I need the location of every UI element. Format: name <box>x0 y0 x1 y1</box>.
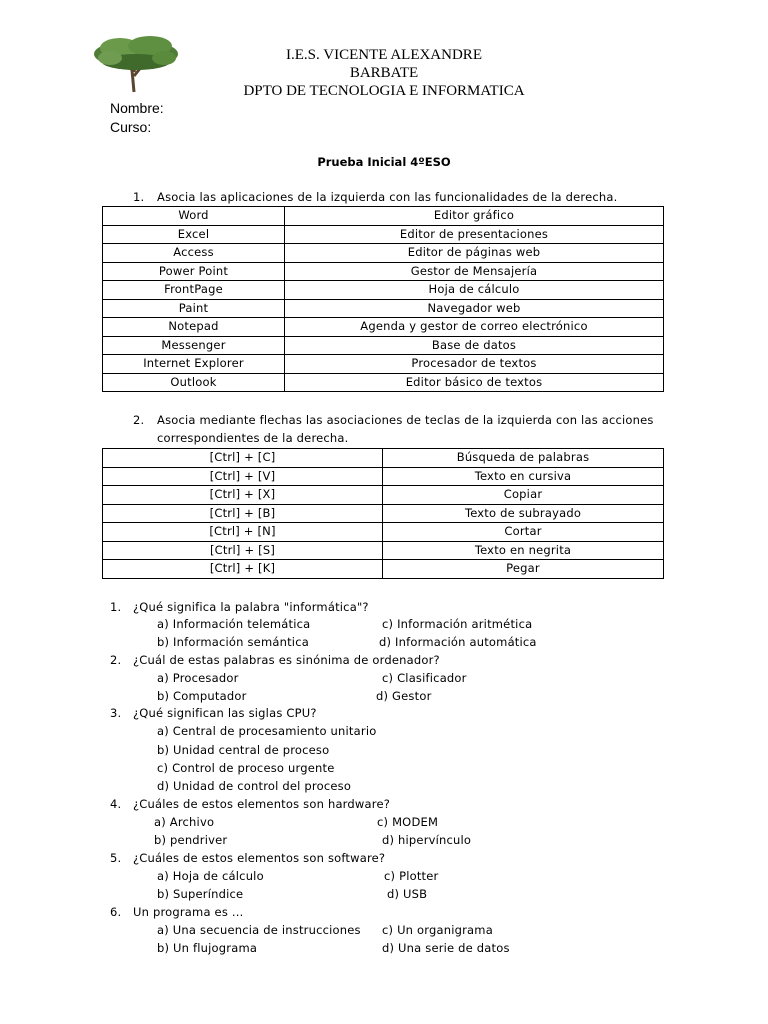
question-number: 5. <box>110 851 122 865</box>
table-row <box>103 467 664 486</box>
exercise2-number: 2. <box>133 413 145 427</box>
table-row <box>103 355 664 374</box>
table-row <box>103 262 664 281</box>
course-label: Curso: <box>110 119 152 135</box>
table-row <box>103 336 664 355</box>
shortcut-key: [Ctrl] + [C] <box>103 449 383 468</box>
table-row <box>103 486 664 505</box>
question-number: 6. <box>110 905 122 919</box>
table-row <box>103 281 664 300</box>
app-function: Editor de páginas web <box>285 244 664 263</box>
answer-option: a) Una secuencia de instrucciones <box>157 923 361 937</box>
school-name: I.E.S. VICENTE ALEXANDRE <box>286 47 482 63</box>
answer-option: d) Gestor <box>376 689 432 703</box>
applications-table <box>102 206 664 392</box>
shortcut-action: Búsqueda de palabras <box>383 449 664 468</box>
answer-option: c) Un organigrama <box>382 923 493 937</box>
answer-option: d) Información automática <box>379 635 537 649</box>
table-row <box>103 207 664 226</box>
exercise2-instruction-line1: Asocia mediante flechas las asociaciones de teclas de la izquierda con las acciones <box>157 413 654 427</box>
app-function: Procesador de textos <box>285 355 664 374</box>
question-text: Un programa es ... <box>133 905 244 919</box>
question-text: ¿Cuáles de estos elementos son hardware? <box>133 797 391 811</box>
app-name: Excel <box>103 225 285 244</box>
shortcut-key: [Ctrl] + [N] <box>103 523 383 542</box>
answer-option: b) Computador <box>157 689 247 703</box>
school-header <box>200 46 568 100</box>
answer-option: b) Un flujograma <box>157 941 258 955</box>
app-function: Agenda y gestor de correo electrónico <box>285 318 664 337</box>
shortcut-action: Texto de subrayado <box>383 504 664 523</box>
app-name: Word <box>103 207 285 226</box>
department-name: DPTO DE TECNOLOGIA E INFORMATICA <box>243 83 525 99</box>
app-name: Internet Explorer <box>103 355 285 374</box>
answer-option: b) Superíndice <box>157 887 244 901</box>
answer-option: d) Una serie de datos <box>382 941 510 955</box>
answer-option: c) Información aritmética <box>382 617 533 631</box>
school-logo-tree <box>90 32 182 94</box>
shortcut-action: Cortar <box>383 523 664 542</box>
table-row <box>103 318 664 337</box>
question-number: 2. <box>110 653 122 667</box>
question-text: ¿Qué significan las siglas CPU? <box>133 706 317 720</box>
shortcut-action: Pegar <box>383 560 664 579</box>
table-row <box>103 244 664 263</box>
app-name: Power Point <box>103 262 285 281</box>
table-row <box>103 225 664 244</box>
answer-option: a) Procesador <box>157 671 239 685</box>
app-name: Messenger <box>103 336 285 355</box>
question-number: 3. <box>110 706 122 720</box>
answer-option: a) Hoja de cálculo <box>157 869 264 883</box>
answer-option: a) Información telemática <box>157 617 311 631</box>
answer-option: b) Unidad central de proceso <box>157 743 330 757</box>
shortcut-action: Copiar <box>383 486 664 505</box>
app-name: FrontPage <box>103 281 285 300</box>
table-row <box>103 373 664 392</box>
table-row <box>103 504 664 523</box>
answer-option: b) pendriver <box>154 833 228 847</box>
answer-option: c) Plotter <box>384 869 439 883</box>
table-row <box>103 449 664 468</box>
question-text: ¿Cuáles de estos elementos son software? <box>133 851 386 865</box>
answer-option: c) MODEM <box>377 815 439 829</box>
app-name: Access <box>103 244 285 263</box>
exercise1-number: 1. <box>133 190 145 204</box>
tree-icon <box>90 32 182 94</box>
answer-option: c) Control de proceso urgente <box>157 761 335 775</box>
question-number: 1. <box>110 600 122 614</box>
shortcut-action: Texto en negrita <box>383 541 664 560</box>
table-row <box>103 299 664 318</box>
app-function: Gestor de Mensajería <box>285 262 664 281</box>
school-town: BARBATE <box>349 65 419 81</box>
answer-option: b) Información semántica <box>157 635 309 649</box>
question-text: ¿Cuál de estas palabras es sinónima de ordenador? <box>133 653 440 667</box>
table-row <box>103 560 664 579</box>
app-function: Editor de presentaciones <box>285 225 664 244</box>
table-row <box>103 541 664 560</box>
app-name: Notepad <box>103 318 285 337</box>
app-name: Paint <box>103 299 285 318</box>
shortcuts-table <box>102 448 664 579</box>
answer-option: d) hipervínculo <box>382 833 472 847</box>
shortcut-key: [Ctrl] + [B] <box>103 504 383 523</box>
answer-option: c) Clasificador <box>382 671 467 685</box>
shortcut-action: Texto en cursiva <box>383 467 664 486</box>
app-function: Editor básico de textos <box>285 373 664 392</box>
table-row <box>103 523 664 542</box>
answer-option: d) USB <box>387 887 428 901</box>
shortcut-key: [Ctrl] + [S] <box>103 541 383 560</box>
exercise1-instruction: Asocia las aplicaciones de la izquierda con las funcionalidades de la derecha. <box>157 190 618 204</box>
app-name: Outlook <box>103 373 285 392</box>
exercise2-instruction-line2: correspondientes de la derecha. <box>157 431 349 445</box>
answer-option: a) Archivo <box>154 815 215 829</box>
app-function: Base de datos <box>285 336 664 355</box>
shortcut-key: [Ctrl] + [V] <box>103 467 383 486</box>
shortcut-key: [Ctrl] + [K] <box>103 560 383 579</box>
answer-option: a) Central de procesamiento unitario <box>157 724 377 738</box>
answer-option: d) Unidad de control del proceso <box>157 779 352 793</box>
question-number: 4. <box>110 797 122 811</box>
question-text: ¿Qué significa la palabra "informática"? <box>133 600 369 614</box>
name-label: Nombre: <box>110 100 164 116</box>
shortcut-key: [Ctrl] + [X] <box>103 486 383 505</box>
app-function: Editor gráfico <box>285 207 664 226</box>
app-function: Hoja de cálculo <box>285 281 664 300</box>
app-function: Navegador web <box>285 299 664 318</box>
page-title: Prueba Inicial 4ºESO <box>317 155 451 169</box>
